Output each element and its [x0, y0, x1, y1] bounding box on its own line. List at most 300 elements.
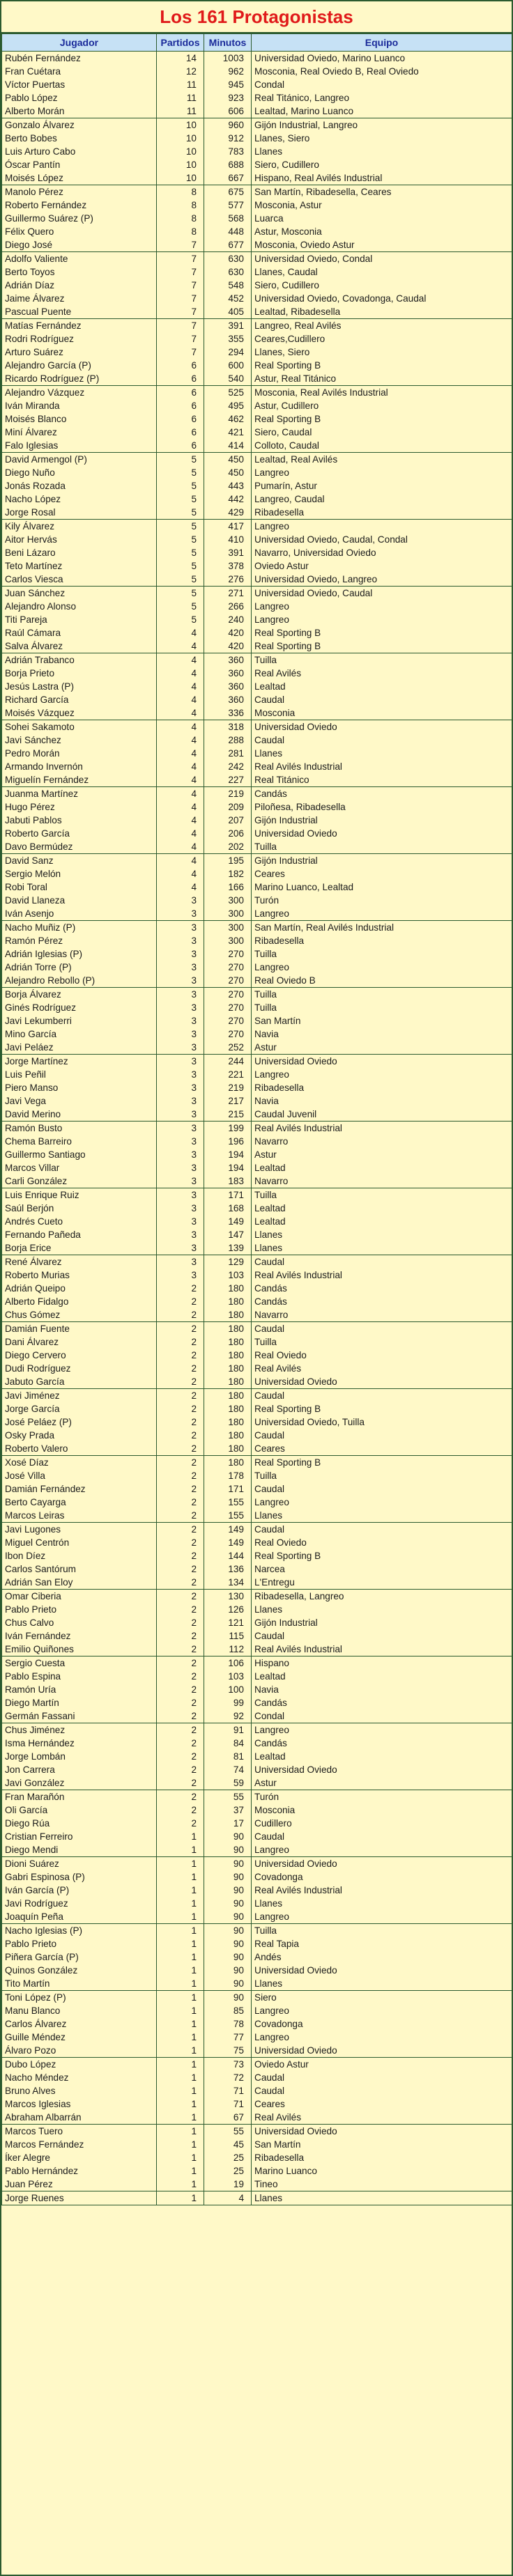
- minutes-cell: 630: [204, 265, 252, 279]
- team-cell: L'Entregu: [252, 1576, 512, 1590]
- matches-cell: 5: [157, 533, 204, 546]
- matches-cell: 3: [157, 1255, 204, 1269]
- minutes-cell: 136: [204, 1562, 252, 1576]
- minutes-cell: 182: [204, 867, 252, 880]
- matches-cell: 4: [157, 667, 204, 680]
- matches-cell: 5: [157, 573, 204, 587]
- minutes-cell: 55: [204, 1790, 252, 1804]
- matches-cell: 3: [157, 1188, 204, 1202]
- matches-cell: 5: [157, 506, 204, 520]
- minutes-cell: 962: [204, 65, 252, 78]
- table-row: [2, 1897, 512, 1910]
- player-cell: Adolfo Valiente: [2, 252, 157, 266]
- matches-cell: 5: [157, 520, 204, 534]
- team-cell: Real Titánico: [252, 773, 512, 787]
- table-row: [2, 2164, 512, 2178]
- table-row: [2, 332, 512, 346]
- player-cell: Dubo López: [2, 2058, 157, 2072]
- team-cell: Real Sporting B: [252, 1402, 512, 1415]
- team-cell: Tuilla: [252, 1924, 512, 1938]
- minutes-cell: 219: [204, 787, 252, 801]
- matches-cell: 4: [157, 626, 204, 639]
- player-cell: Marcos Leiras: [2, 1509, 157, 1523]
- team-cell: Lealtad, Ribadesella: [252, 305, 512, 319]
- column-header-matches: Partidos: [157, 34, 204, 52]
- player-cell: Joaquín Peña: [2, 1910, 157, 1924]
- table-row: [2, 1884, 512, 1897]
- team-cell: Llanes: [252, 1603, 512, 1616]
- team-cell: Cudillero: [252, 1817, 512, 1830]
- minutes-cell: 4: [204, 2191, 252, 2205]
- team-cell: Lealtad: [252, 1161, 512, 1174]
- minutes-cell: 568: [204, 212, 252, 225]
- minutes-cell: 495: [204, 399, 252, 412]
- matches-cell: 1: [157, 1937, 204, 1950]
- matches-cell: 2: [157, 1295, 204, 1308]
- team-cell: Lealtad, Marino Luanco: [252, 104, 512, 118]
- minutes-cell: 410: [204, 533, 252, 546]
- player-cell: Isma Hernández: [2, 1737, 157, 1750]
- table-row: [2, 2084, 512, 2097]
- minutes-cell: 144: [204, 1549, 252, 1562]
- team-cell: Gijón Industrial, Langreo: [252, 118, 512, 132]
- team-cell: Tuilla: [252, 1335, 512, 1349]
- matches-cell: 1: [157, 2125, 204, 2139]
- table-row: [2, 2178, 512, 2191]
- table-row: [2, 1830, 512, 1843]
- table-row: [2, 1709, 512, 1723]
- minutes-cell: 106: [204, 1656, 252, 1670]
- player-cell: Davo Bermúdez: [2, 840, 157, 854]
- matches-cell: 4: [157, 706, 204, 720]
- player-cell: Berto Toyos: [2, 265, 157, 279]
- matches-cell: 2: [157, 1402, 204, 1415]
- team-cell: Universidad Oviedo, Condal: [252, 252, 512, 266]
- player-cell: Richard García: [2, 693, 157, 706]
- minutes-cell: 783: [204, 145, 252, 158]
- player-cell: Jaime Álvarez: [2, 292, 157, 305]
- player-cell: Fran Marañón: [2, 1790, 157, 1804]
- player-cell: Rubén Fernández: [2, 52, 157, 65]
- player-cell: Adrián San Eloy: [2, 1576, 157, 1590]
- minutes-cell: 300: [204, 921, 252, 935]
- team-cell: Lealtad: [252, 1202, 512, 1215]
- table-row: [2, 1803, 512, 1817]
- minutes-cell: 25: [204, 2164, 252, 2178]
- minutes-cell: 180: [204, 1456, 252, 1470]
- team-cell: Caudal: [252, 1629, 512, 1643]
- team-cell: Real Oviedo: [252, 1349, 512, 1362]
- table-row: [2, 492, 512, 506]
- table-row: [2, 520, 512, 534]
- player-cell: Alberto Morán: [2, 104, 157, 118]
- minutes-cell: 207: [204, 814, 252, 827]
- minutes-cell: 180: [204, 1362, 252, 1375]
- matches-cell: 1: [157, 2058, 204, 2072]
- player-cell: Manu Blanco: [2, 2004, 157, 2017]
- table-row: [2, 760, 512, 773]
- table-row: [2, 1817, 512, 1830]
- matches-cell: 2: [157, 1375, 204, 1389]
- minutes-cell: 59: [204, 1776, 252, 1790]
- minutes-cell: 99: [204, 1696, 252, 1709]
- table-row: [2, 1643, 512, 1656]
- minutes-cell: 217: [204, 1094, 252, 1108]
- player-cell: Gonzalo Álvarez: [2, 118, 157, 132]
- team-cell: Universidad Oviedo: [252, 1763, 512, 1776]
- table-row: [2, 319, 512, 333]
- player-cell: Matías Fernández: [2, 319, 157, 333]
- matches-cell: 4: [157, 787, 204, 801]
- player-cell: Abraham Albarrán: [2, 2111, 157, 2125]
- matches-cell: 2: [157, 1709, 204, 1723]
- matches-cell: 2: [157, 1389, 204, 1403]
- player-cell: Jorge García: [2, 1402, 157, 1415]
- matches-cell: 3: [157, 1001, 204, 1014]
- team-cell: Mosconia: [252, 706, 512, 720]
- player-cell: Mino García: [2, 1027, 157, 1041]
- matches-cell: 1: [157, 2031, 204, 2044]
- matches-cell: 11: [157, 91, 204, 104]
- player-cell: Guillermo Santiago: [2, 1148, 157, 1161]
- table-row: [2, 1456, 512, 1470]
- table-row: [2, 1041, 512, 1055]
- matches-cell: 3: [157, 947, 204, 961]
- table-row: [2, 706, 512, 720]
- team-cell: Llanes: [252, 2191, 512, 2205]
- minutes-cell: 85: [204, 2004, 252, 2017]
- team-cell: Caudal: [252, 2071, 512, 2084]
- table-row: [2, 1081, 512, 1094]
- team-cell: Piloñesa, Ribadesella: [252, 800, 512, 814]
- matches-cell: 3: [157, 907, 204, 921]
- player-cell: Alejandro Rebollo (P): [2, 974, 157, 988]
- minutes-cell: 300: [204, 894, 252, 907]
- player-cell: Piñera García (P): [2, 1950, 157, 1964]
- player-cell: Diego Rúa: [2, 1817, 157, 1830]
- table-row: [2, 305, 512, 319]
- matches-cell: 3: [157, 1228, 204, 1241]
- player-cell: Aitor Hervás: [2, 533, 157, 546]
- table-row: [2, 145, 512, 158]
- team-cell: Astur: [252, 1148, 512, 1161]
- table-row: [2, 2111, 512, 2125]
- team-cell: Universidad Oviedo, Covadonga, Caudal: [252, 292, 512, 305]
- matches-cell: 3: [157, 1215, 204, 1228]
- matches-cell: 3: [157, 934, 204, 947]
- matches-cell: 7: [157, 252, 204, 266]
- table-row: [2, 386, 512, 400]
- team-cell: Oviedo Astur: [252, 559, 512, 573]
- player-cell: Andrés Cueto: [2, 1215, 157, 1228]
- table-row: [2, 1790, 512, 1804]
- minutes-cell: 90: [204, 1950, 252, 1964]
- table-row: [2, 1870, 512, 1884]
- minutes-cell: 84: [204, 1737, 252, 1750]
- player-cell: Javi Vega: [2, 1094, 157, 1108]
- table-row: [2, 907, 512, 921]
- table-row: [2, 653, 512, 667]
- minutes-cell: 443: [204, 479, 252, 492]
- team-cell: San Martín, Real Avilés Industrial: [252, 921, 512, 935]
- team-cell: Tuilla: [252, 1001, 512, 1014]
- player-cell: Jesús Lastra (P): [2, 680, 157, 693]
- team-cell: Langreo: [252, 613, 512, 626]
- matches-cell: 2: [157, 1803, 204, 1817]
- minutes-cell: 180: [204, 1375, 252, 1389]
- table-row: [2, 78, 512, 91]
- minutes-cell: 134: [204, 1576, 252, 1590]
- minutes-cell: 577: [204, 199, 252, 212]
- table-row: [2, 1590, 512, 1604]
- team-cell: Caudal: [252, 1482, 512, 1496]
- team-cell: Marino Luanco, Lealtad: [252, 880, 512, 894]
- minutes-cell: 183: [204, 1174, 252, 1188]
- player-cell: Javi Peláez: [2, 1041, 157, 1055]
- minutes-cell: 71: [204, 2097, 252, 2111]
- table-row: [2, 171, 512, 185]
- minutes-cell: 525: [204, 386, 252, 400]
- matches-cell: 5: [157, 492, 204, 506]
- table-row: [2, 800, 512, 814]
- matches-cell: 4: [157, 880, 204, 894]
- minutes-cell: 90: [204, 1857, 252, 1871]
- matches-cell: 3: [157, 1081, 204, 1094]
- matches-cell: 3: [157, 1027, 204, 1041]
- team-cell: San Martín: [252, 2138, 512, 2151]
- minutes-cell: 139: [204, 1241, 252, 1255]
- table-row: [2, 65, 512, 78]
- table-row: [2, 238, 512, 252]
- player-cell: Diego José: [2, 238, 157, 252]
- table-row: [2, 91, 512, 104]
- team-cell: Caudal: [252, 734, 512, 747]
- team-cell: Llanes, Caudal: [252, 265, 512, 279]
- matches-cell: 4: [157, 840, 204, 854]
- team-cell: Gijón Industrial: [252, 1616, 512, 1629]
- minutes-cell: 600: [204, 359, 252, 372]
- table-row: [2, 894, 512, 907]
- team-cell: Lealtad: [252, 1750, 512, 1763]
- team-cell: Universidad Oviedo, Caudal, Condal: [252, 533, 512, 546]
- player-cell: Jonás Rozada: [2, 479, 157, 492]
- player-cell: David Merino: [2, 1108, 157, 1122]
- matches-cell: 6: [157, 386, 204, 400]
- player-cell: Fran Cuétara: [2, 65, 157, 78]
- team-cell: Tuilla: [252, 1469, 512, 1482]
- table-row: [2, 1523, 512, 1537]
- minutes-cell: 336: [204, 706, 252, 720]
- minutes-cell: 442: [204, 492, 252, 506]
- matches-cell: 1: [157, 1897, 204, 1910]
- team-cell: Mosconia, Astur: [252, 199, 512, 212]
- team-cell: Caudal: [252, 693, 512, 706]
- player-cell: David Llaneza: [2, 894, 157, 907]
- minutes-cell: 360: [204, 653, 252, 667]
- team-cell: Lealtad, Real Avilés: [252, 453, 512, 467]
- player-cell: David Sanz: [2, 854, 157, 868]
- table-row: [2, 2017, 512, 2031]
- table-row: [2, 212, 512, 225]
- minutes-cell: 90: [204, 1991, 252, 2005]
- matches-cell: 3: [157, 1161, 204, 1174]
- minutes-cell: 92: [204, 1709, 252, 1723]
- matches-cell: 3: [157, 1148, 204, 1161]
- table-row: [2, 840, 512, 854]
- player-cell: Omar Ciberia: [2, 1590, 157, 1604]
- table-row: [2, 2071, 512, 2084]
- minutes-cell: 129: [204, 1255, 252, 1269]
- player-cell: Óscar Pantín: [2, 158, 157, 171]
- team-cell: Lealtad: [252, 680, 512, 693]
- team-cell: Real Avilés: [252, 1362, 512, 1375]
- table-row: [2, 827, 512, 840]
- table-row: [2, 573, 512, 587]
- team-cell: Real Sporting B: [252, 359, 512, 372]
- player-cell: Carlos Álvarez: [2, 2017, 157, 2031]
- player-cell: Pablo Espina: [2, 1670, 157, 1683]
- matches-cell: 10: [157, 132, 204, 145]
- table-row: [2, 734, 512, 747]
- matches-cell: 2: [157, 1670, 204, 1683]
- table-row: [2, 787, 512, 801]
- matches-cell: 1: [157, 1977, 204, 1991]
- team-cell: Ceares: [252, 1442, 512, 1456]
- minutes-cell: 300: [204, 907, 252, 921]
- matches-cell: 4: [157, 693, 204, 706]
- matches-cell: 2: [157, 1482, 204, 1496]
- minutes-cell: 288: [204, 734, 252, 747]
- player-cell: José Villa: [2, 1469, 157, 1482]
- team-cell: Langreo: [252, 1910, 512, 1924]
- team-cell: Real Titánico, Langreo: [252, 91, 512, 104]
- minutes-cell: 126: [204, 1603, 252, 1616]
- minutes-cell: 147: [204, 1228, 252, 1241]
- table-row: [2, 1750, 512, 1763]
- team-cell: Real Sporting B: [252, 1456, 512, 1470]
- minutes-cell: 270: [204, 1001, 252, 1014]
- table-row: [2, 1603, 512, 1616]
- matches-cell: 1: [157, 2178, 204, 2191]
- team-cell: Langreo, Real Avilés: [252, 319, 512, 333]
- minutes-cell: 149: [204, 1215, 252, 1228]
- table-row: [2, 934, 512, 947]
- matches-cell: 4: [157, 639, 204, 653]
- table-row: [2, 720, 512, 734]
- player-cell: Carli González: [2, 1174, 157, 1188]
- table-row: [2, 988, 512, 1002]
- team-cell: Langreo: [252, 907, 512, 921]
- team-cell: Tineo: [252, 2178, 512, 2191]
- column-header-minutes: Minutos: [204, 34, 252, 52]
- team-cell: Langreo: [252, 2031, 512, 2044]
- table-row: [2, 1616, 512, 1629]
- table-row: [2, 867, 512, 880]
- player-cell: Juanma Martínez: [2, 787, 157, 801]
- minutes-cell: 72: [204, 2071, 252, 2084]
- table-row: [2, 921, 512, 935]
- minutes-cell: 90: [204, 1924, 252, 1938]
- table-row: [2, 346, 512, 359]
- table-row: [2, 1924, 512, 1938]
- team-cell: Langreo: [252, 1843, 512, 1857]
- player-cell: Bruno Alves: [2, 2084, 157, 2097]
- minutes-cell: 1003: [204, 52, 252, 65]
- minutes-cell: 300: [204, 934, 252, 947]
- matches-cell: 7: [157, 292, 204, 305]
- team-cell: Llanes: [252, 1897, 512, 1910]
- player-cell: Javi González: [2, 1776, 157, 1790]
- player-cell: Jorge Ruenes: [2, 2191, 157, 2205]
- minutes-cell: 391: [204, 546, 252, 559]
- player-cell: Félix Quero: [2, 225, 157, 238]
- team-cell: Ribadesella: [252, 934, 512, 947]
- minutes-cell: 73: [204, 2058, 252, 2072]
- table-row: [2, 439, 512, 453]
- table-row: [2, 1683, 512, 1696]
- team-cell: Siero, Caudal: [252, 426, 512, 439]
- minutes-cell: 90: [204, 1977, 252, 1991]
- matches-cell: 1: [157, 1870, 204, 1884]
- minutes-cell: 90: [204, 1884, 252, 1897]
- team-cell: Hispano, Real Avilés Industrial: [252, 171, 512, 185]
- player-cell: Saúl Berjón: [2, 1202, 157, 1215]
- matches-cell: 1: [157, 2111, 204, 2125]
- player-cell: Armando Invernón: [2, 760, 157, 773]
- table-row: [2, 279, 512, 292]
- matches-cell: 4: [157, 827, 204, 840]
- team-cell: Navarro: [252, 1135, 512, 1148]
- matches-cell: 2: [157, 1429, 204, 1442]
- player-cell: Borja Erice: [2, 1241, 157, 1255]
- minutes-cell: 71: [204, 2084, 252, 2097]
- table-row: [2, 2138, 512, 2151]
- table-row: [2, 225, 512, 238]
- player-cell: Luis Peñil: [2, 1068, 157, 1081]
- matches-cell: 7: [157, 332, 204, 346]
- team-cell: Ribadesella: [252, 1081, 512, 1094]
- minutes-cell: 195: [204, 854, 252, 868]
- player-cell: Chema Barreiro: [2, 1135, 157, 1148]
- player-cell: Álvaro Pozo: [2, 2044, 157, 2058]
- matches-cell: 2: [157, 1750, 204, 1763]
- matches-cell: 4: [157, 814, 204, 827]
- player-cell: Alejandro García (P): [2, 359, 157, 372]
- player-cell: Pablo Hernández: [2, 2164, 157, 2178]
- table-row: [2, 1509, 512, 1523]
- player-cell: Adrián Trabanco: [2, 653, 157, 667]
- team-cell: Candás: [252, 787, 512, 801]
- team-cell: Candás: [252, 1737, 512, 1750]
- matches-cell: 5: [157, 559, 204, 573]
- matches-cell: 3: [157, 1014, 204, 1027]
- player-cell: Jon Carrera: [2, 1763, 157, 1776]
- player-cell: Moisés Vázquez: [2, 706, 157, 720]
- table-row: [2, 1335, 512, 1349]
- player-cell: Arturo Suárez: [2, 346, 157, 359]
- matches-cell: 8: [157, 199, 204, 212]
- table-row: [2, 52, 512, 65]
- player-cell: Jorge Rosal: [2, 506, 157, 520]
- team-cell: Real Avilés: [252, 667, 512, 680]
- table-row: [2, 559, 512, 573]
- table-row: [2, 1375, 512, 1389]
- matches-cell: 5: [157, 613, 204, 626]
- matches-cell: 1: [157, 1991, 204, 2005]
- team-cell: Llanes: [252, 1241, 512, 1255]
- minutes-cell: 202: [204, 840, 252, 854]
- matches-cell: 5: [157, 466, 204, 479]
